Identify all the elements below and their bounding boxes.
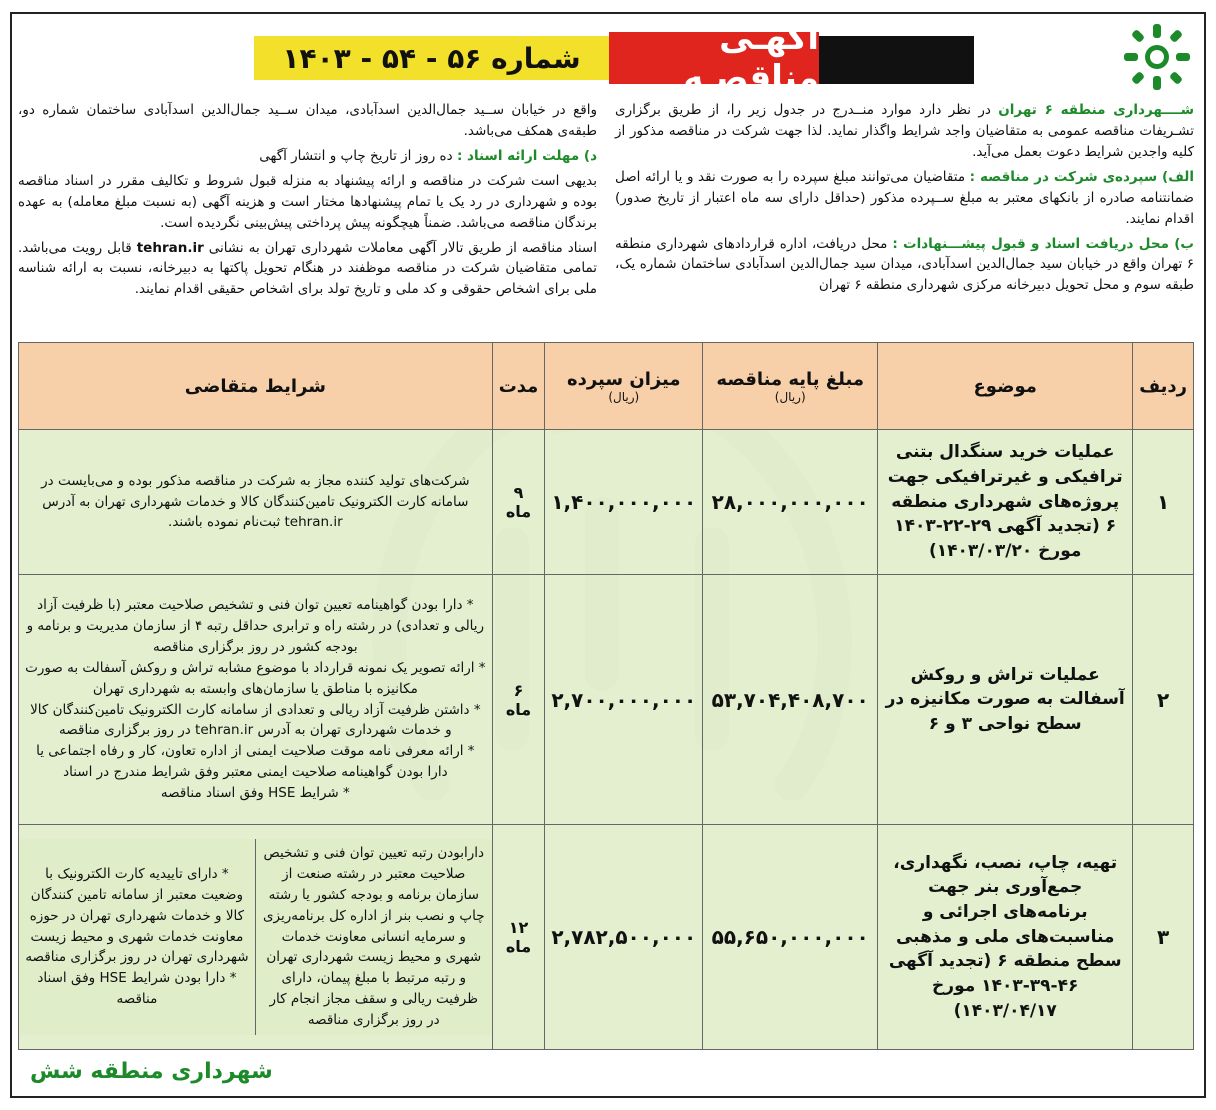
- intro-right-column: [615, 100, 1194, 340]
- row-index: ۱: [1133, 430, 1194, 575]
- row-duration: ۹ ماه: [492, 430, 545, 575]
- intro-paragraph: [615, 167, 1194, 230]
- intro-paragraph: [615, 234, 1194, 297]
- intro-paragraph: بدیهی است شرکت در مناقصه و ارائه پیشنهاد به منزله قبول شروط و تکالیف مقرر در اسناد مناقصه بوده و شهرداری در رد یک یا تمام پیشنهادها مختار است و هزینه آگهی (به نسبت مبلغ معامله) به عهده برندگان مناقصه می‌باشد. ضمناً هیچگونه پیش پرداختی پیش‌بینی نگردیده است.: [18, 172, 597, 231]
- header: [12, 14, 1204, 98]
- intro-paragraph: [18, 146, 597, 167]
- row-conditions: [19, 575, 493, 825]
- row-base-price: ۵۳,۷۰۴,۴۰۸,۷۰۰: [703, 575, 878, 825]
- row-deposit: ۱,۴۰۰,۰۰۰,۰۰۰: [545, 430, 703, 575]
- row-base-price: ۵۵,۶۵۰,۰۰۰,۰۰۰: [703, 825, 878, 1050]
- tender-notice: [10, 12, 1206, 1098]
- header-deposit: [545, 343, 703, 430]
- row-subject: عملیات خرید سنگدال بتنی ترافیکی و غیرترافیکی جهت پروژه‌های شهرداری منطقه ۶ (تجدید آگهی ۲۹-۲۲-۱۴۰۳ مورخ ۱۴۰۳/۰۳/۲۰): [878, 430, 1133, 575]
- table-row: [19, 575, 1194, 825]
- table-row: [19, 825, 1194, 1050]
- header-deposit-label: میزان سپرده: [566, 368, 681, 390]
- header-duration: مدت: [492, 343, 545, 430]
- tender-table: [18, 342, 1194, 1050]
- condition-item: * دارا بودن شرایط HSE وفق اسناد مناقصه: [37, 970, 237, 1008]
- keyword: ب) محل دریافت اسناد و قبول پیشـــنهادات :: [892, 235, 1194, 252]
- paragraph-text: اسناد مناقصه از طریق تالار آگهی معاملات شهرداری تهران به نشانی: [208, 239, 597, 256]
- notice-title: آگهـی مناقصـه: [609, 32, 819, 84]
- keyword: د) مهلت ارائه اسناد :: [456, 147, 597, 164]
- condition-group: [19, 839, 255, 1035]
- paragraph-text: قابل رویت می‌باشد. تمامی متقاضیان شرکت در مناقصه موظفند در هنگام تحویل پاکتها به دبیرخانه، نسبت به ارائه شناسه ملی برای اشخاص حقوقی و کد ملی و تاریخ تولد برای اشخاص حقیقی اقدام نمایند.: [18, 239, 597, 298]
- conditions-subtable: [19, 839, 492, 1035]
- header-base-price: [703, 343, 878, 430]
- table-header-row: [19, 343, 1194, 430]
- title-block-dark: [814, 36, 974, 84]
- header-subject: موضوع: [878, 343, 1133, 430]
- intro-paragraph: واقع در خیابان ســید جمال‌الدین اسدآبادی، میدان ســید جمال‌الدین اسدآبادی ساختمان شماره دو، طبقه‌ی همکف می‌باشد.: [18, 102, 597, 139]
- intro-text: [18, 100, 1194, 340]
- condition-item: * دارای تاییدیه کارت الکترونیک با وضعیت معتبر از سامانه تامین کنندگان کالا و خدمات شهرداری تهران در حوزه معاونت خدمات شهری و محیط زیست شهرداری تهران در روز برگزاری مناقصه: [25, 865, 249, 966]
- tehran-municipality-logo-icon: [1122, 22, 1192, 92]
- row-duration: ۶ ماه: [492, 575, 545, 825]
- table-row: [19, 430, 1194, 575]
- row-deposit: ۲,۷۸۲,۵۰۰,۰۰۰: [545, 825, 703, 1050]
- row-subject: عملیات تراش و روکش آسفالت به صورت مکانیزه در سطح نواحی ۳ و ۶: [878, 575, 1133, 825]
- row-subject: تهیه، چاپ، نصب، نگهداری، جمع‌آوری بنر جهت برنامه‌های اجرائی و مناسبت‌های ملی و مذهبی سطح منطقه ۶ (تجدید آگهی ۴۶-۳۹-۱۴۰۳ مورخ ۱۴۰۳/۰۴/۱۷): [878, 825, 1133, 1050]
- header-conditions: شرایط متقاضی: [19, 343, 493, 430]
- row-deposit: ۲,۷۰۰,۰۰۰,۰۰۰: [545, 575, 703, 825]
- header-deposit-unit: (ریال): [608, 389, 640, 404]
- row-index: ۲: [1133, 575, 1194, 825]
- intro-paragraph: [18, 238, 597, 301]
- paragraph-text: ده روز از تاریخ چاپ و انتشار آگهی: [259, 147, 453, 164]
- row-index: ۳: [1133, 825, 1194, 1050]
- header-base-price-label: مبلغ پایه مناقصه: [716, 368, 864, 390]
- row-conditions: شرکت‌های تولید کننده مجاز به شرکت در مناقصه مذکور بوده و می‌بایست در سامانه کارت الکترونیک تامین‌کنندگان کالا و خدمات شهرداری تهران به آدرس tehran.ir ثبت‌نام نموده باشند.: [19, 430, 493, 575]
- intro-left-column: [18, 100, 597, 340]
- paragraph-text: محل دریافت، اداره قراردادهای شهرداری منطقه ۶ تهران واقع در خیابان سید جمال‌الدین اسدآبادی، میدان سید جمال‌الدین اسدآبادی ساختمان شماره یک، طبقه سوم و محل تحویل دبیرخانه مرکزی شهرداری منطقه ۶ تهران: [615, 235, 1194, 294]
- condition-item: * شرایط HSE وفق اسناد مناقصه: [160, 785, 350, 802]
- condition-item: * دارا بودن گواهینامه تعیین توان فنی و تشخیص صلاحیت معتبر (با ظرفیت آزاد ریالی و تعدادی) در رشته راه و ترابری حداقل رتبه ۴ از سازمان مدیریت و برنامه و بودجه کشور در روز برگزاری مناقصه: [26, 596, 485, 655]
- paragraph-text: متقاضیان می‌توانند مبلغ سپرده را به صورت نقد و یا ارائه اصل ضمانتنامه صادره از بانکهای معتبر به مبلغ ســپرده مذکور (حداقل دارای سه ماه اعتبار از تاریخ صدور) اقدام نمایند.: [615, 168, 1194, 227]
- row-base-price: ۲۸,۰۰۰,۰۰۰,۰۰۰: [703, 430, 878, 575]
- condition-item: * ارائه تصویر یک نمونه قرارداد با موضوع مشابه تراش و روکش آسفالت به صورت مکانیزه با مناطق یا سازمان‌های وابسته به شهرداری تهران: [25, 659, 486, 697]
- condition-item: * داشتن ظرفیت آزاد ریالی و تعدادی از سامانه کارت الکترونیک تامین‌کنندگان کالا و خدمات شهرداری تهران به آدرس tehran.ir در روز برگزاری مناقصه: [30, 701, 481, 739]
- notice-number: شماره ۵۶ - ۵۴ - ۱۴۰۳: [254, 36, 609, 80]
- keyword: شــــهرداری منطقه ۶ تهران: [998, 102, 1194, 118]
- keyword: الف) سپرده‌ی شرکت در مناقصه :: [969, 168, 1194, 185]
- paragraph-text: در نظر دارد موارد منــدرج در جدول زیر را، از طریق برگزاری تشـریفات مناقصه عمومی به متقاضیان واجد شرایط واگذار نماید. لذا جهت شرکت در مناقصه مذکور از کلیه واجدین شرایط دعوت بعمل می‌آید.: [615, 102, 1194, 160]
- tehran-url[interactable]: tehran.ir: [136, 239, 204, 256]
- header-row-index: ردیف: [1133, 343, 1194, 430]
- row-duration: ۱۲ ماه: [492, 825, 545, 1050]
- header-base-price-unit: (ریال): [774, 389, 806, 404]
- row-conditions: [19, 825, 493, 1050]
- condition-item: * ارائه معرفی نامه موقت صلاحیت ایمنی از اداره تعاون، کار و رفاه اجتماعی یا دارا بودن گواهینامه صلاحیت ایمنی معتبر وفق شرایط مندرج در اسناد: [36, 743, 475, 781]
- footer-municipality-name: شهرداری منطقه شش: [30, 1059, 273, 1084]
- intro-paragraph: [615, 100, 1194, 163]
- condition-item: دارابودن رتبه تعیین توان فنی و تشخیص صلاحیت معتبر در رشته صنعت از سازمان برنامه و بودجه کشور یا رشته چاپ و نصب بنر از اداره کل برنامه‌ریزی و سرمایه انسانی معاونت خدمات شهری و محیط زیست شهرداری تهران و رتبه مرتبط با مبلغ پیمان، دارای ظرفیت ریالی و سقف مجاز انجام کار در روز برگزاری مناقصه: [255, 839, 491, 1035]
